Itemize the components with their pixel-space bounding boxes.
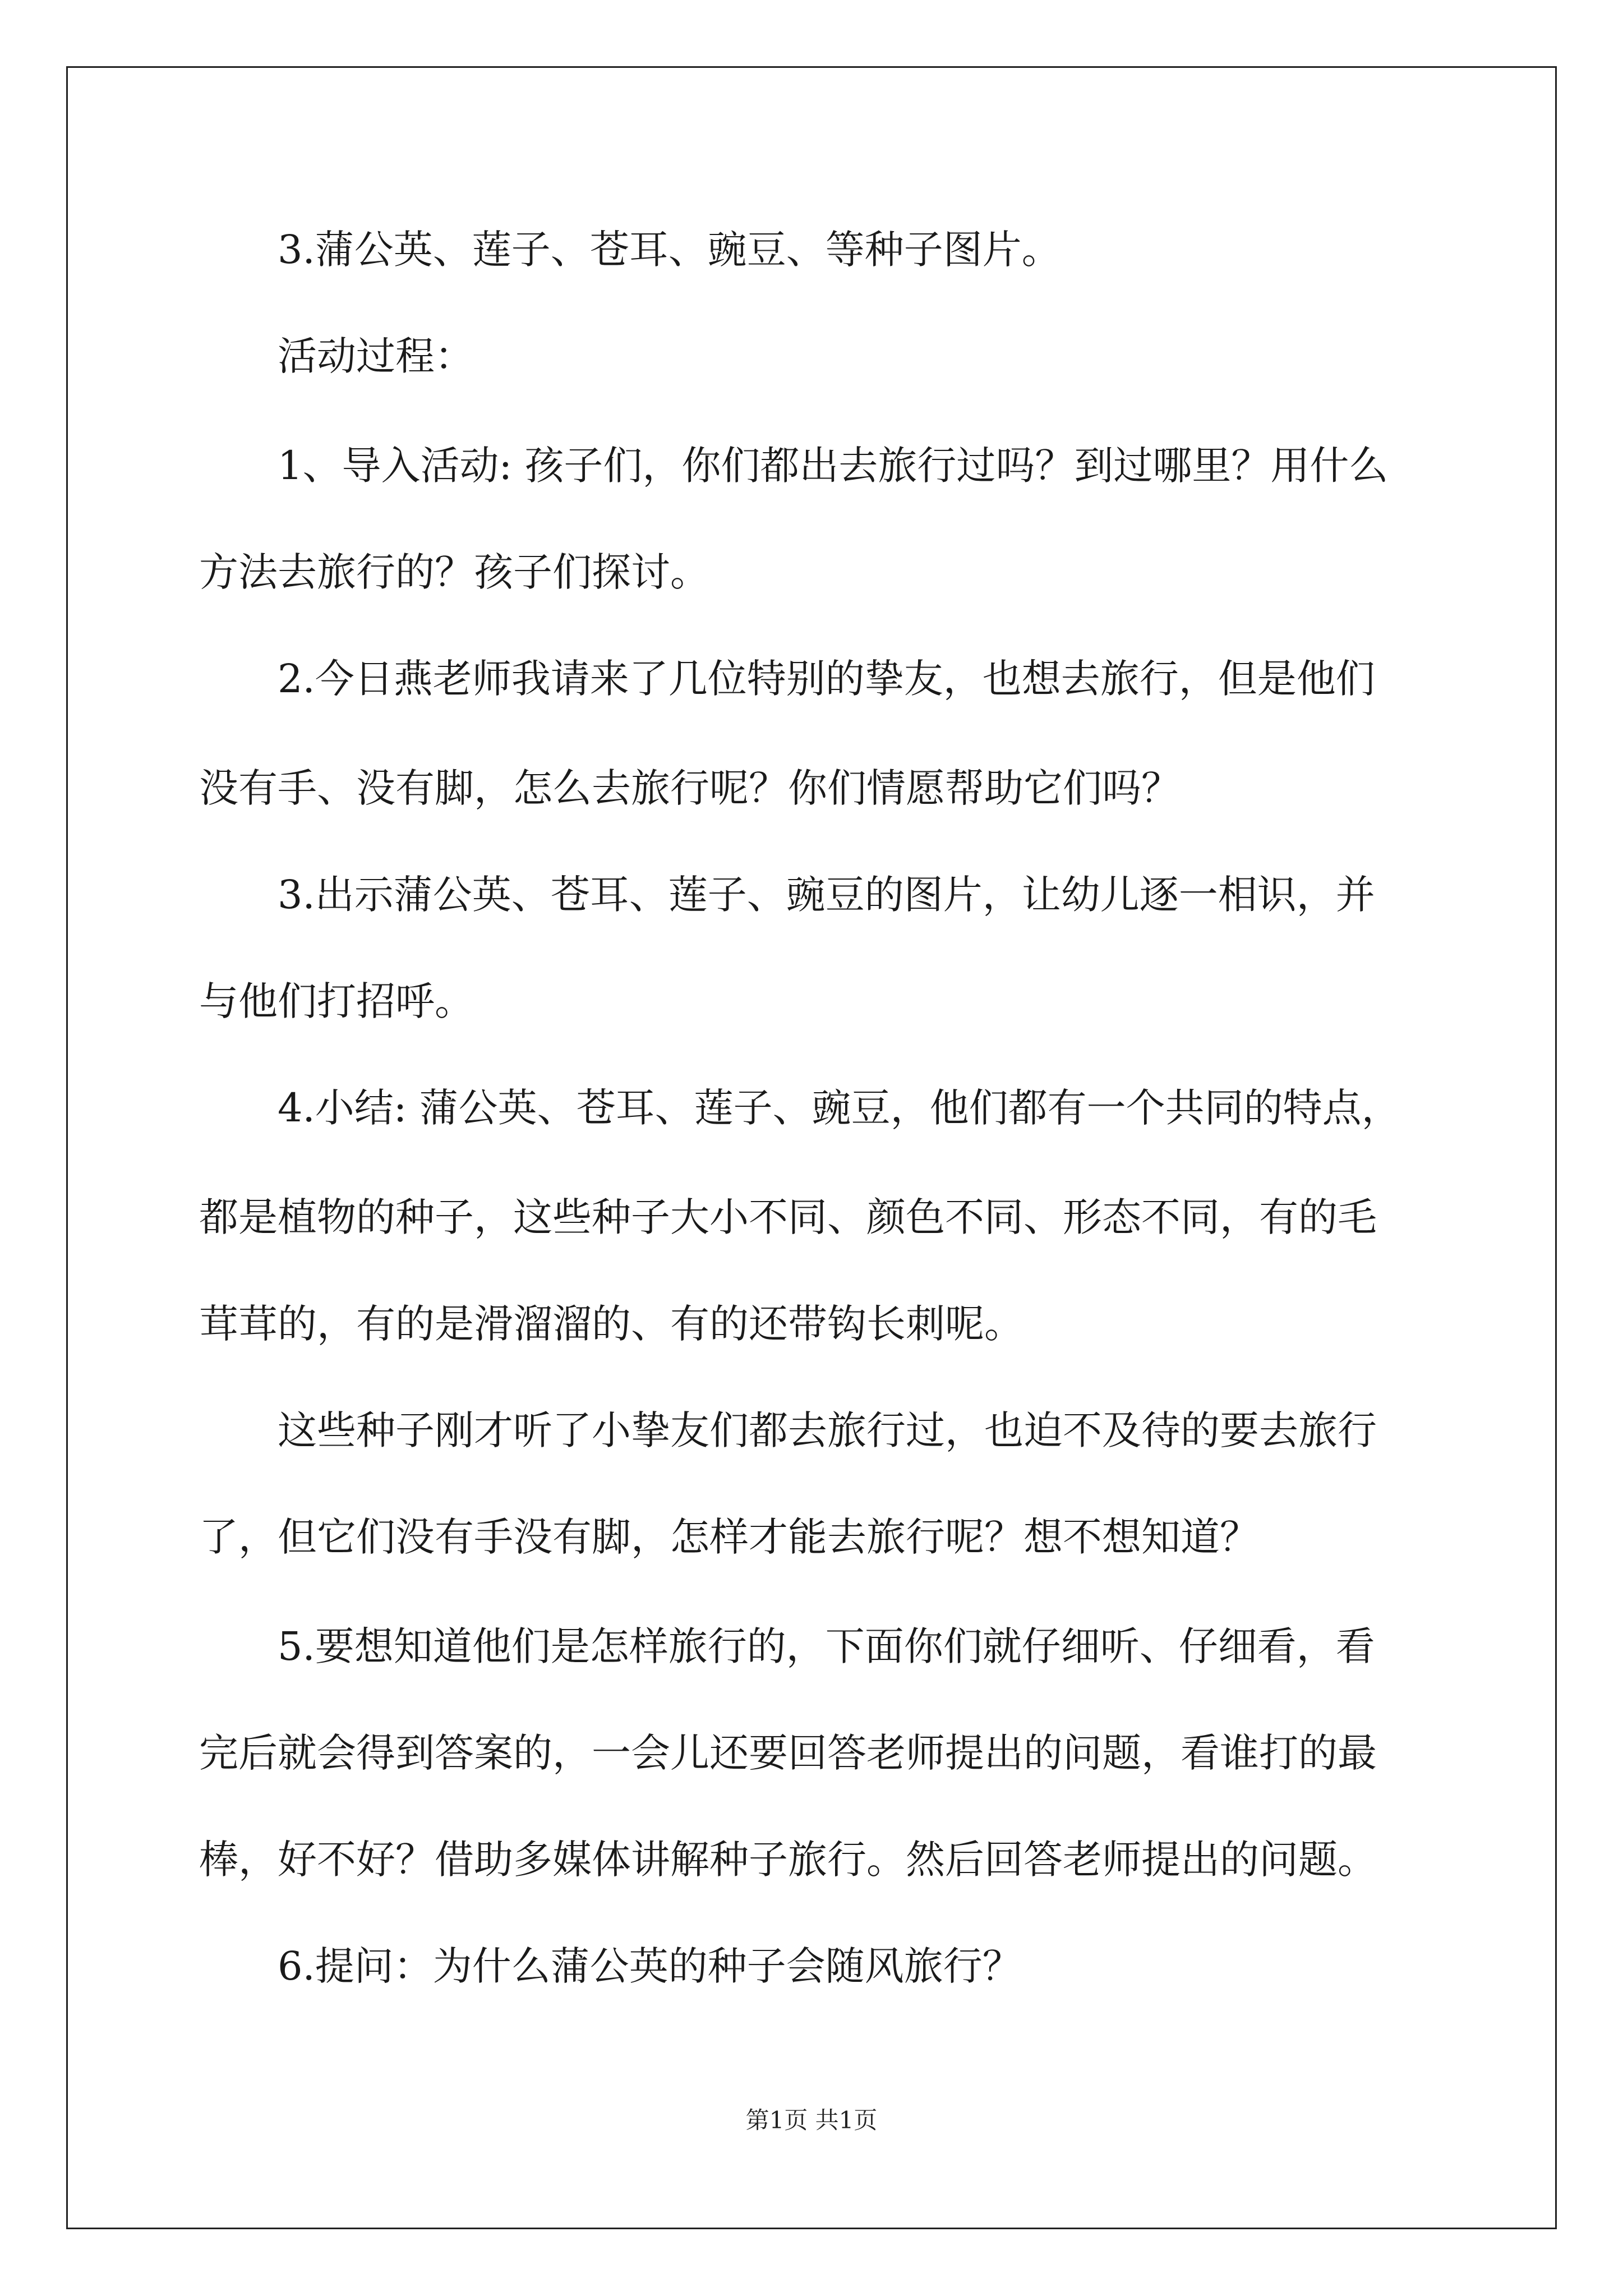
paragraph-line: 3.蒲公英、莲子、苍耳、豌豆、等种子图片。 — [278, 227, 1061, 273]
paragraph-line: 方法去旅行的？孩子们探讨。 — [199, 549, 709, 595]
paragraph-line: 没有手、没有脚，怎么去旅行呢？你们情愿帮助它们吗？ — [199, 765, 1181, 811]
paragraph-line: 4.小结: 蒲公英、苍耳、莲子、豌豆，他们都有一个共同的特点， — [278, 1085, 1401, 1131]
paragraph-line: 5.要想知道他们是怎样旅行的，下面你们就仔细听、仔细看，看 — [278, 1623, 1375, 1669]
paragraph-line: 这些种子刚才听了小挚友们都去旅行过，也迫不及待的要去旅行 — [278, 1407, 1377, 1453]
paragraph-line: 3.出示蒲公英、苍耳、莲子、豌豆的图片，让幼儿逐一相识，并 — [278, 872, 1375, 918]
paragraph-line: 1、导入活动: 孩子们，你们都出去旅行过吗？到过哪里？用什么 — [278, 443, 1389, 489]
paragraph-line: 活动过程： — [278, 333, 474, 379]
page-number-footer: 第1页 共1页 — [745, 2106, 878, 2134]
paragraph-line: 完后就会得到答案的，一会儿还要回答老师提出的问题，看谁打的最 — [199, 1730, 1377, 1776]
page-border — [66, 66, 1557, 2229]
paragraph-line: 棒，好不好？借助多媒体讲解种子旅行。然后回答老师提出的问题。 — [199, 1837, 1377, 1883]
paragraph-line: 茸茸的，有的是滑溜溜的、有的还带钩长刺呢。 — [199, 1301, 1023, 1347]
paragraph-line: 6.提问：为什么蒲公英的种子会随风旅行？ — [278, 1943, 1022, 1989]
paragraph-line: 2.今日燕老师我请来了几位特别的挚友，也想去旅行，但是他们 — [278, 656, 1375, 702]
paragraph-line: 与他们打招呼。 — [199, 978, 474, 1024]
paragraph-line: 了，但它们没有手没有脚，怎样才能去旅行呢？想不想知道？ — [199, 1514, 1259, 1560]
paragraph-line: 都是植物的种子，这些种子大小不同、颜色不同、形态不同，有的毛 — [199, 1194, 1377, 1240]
